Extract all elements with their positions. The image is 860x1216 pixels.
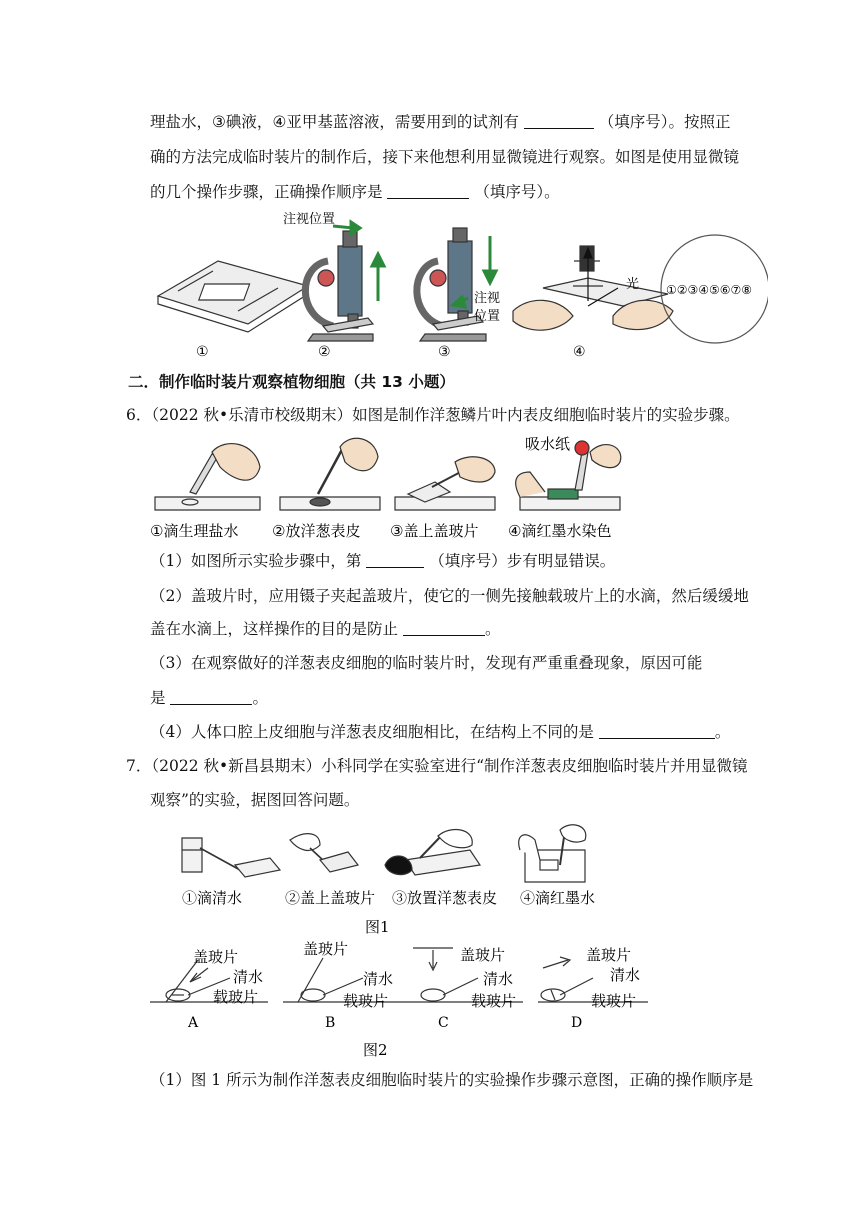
section-title: 二．制作临时装片观察植物细胞（共 13 小题） (128, 373, 455, 391)
q7-figure1 (180, 820, 650, 940)
fig1-caption: 图1 (365, 918, 390, 936)
step-label-3: ③盖上盖玻片 (390, 522, 479, 540)
text: 理盐水， (150, 113, 213, 131)
answer-blank[interactable] (387, 182, 469, 199)
fig2-A-water: 清水 (233, 968, 264, 986)
text: 。 (252, 689, 268, 707)
q6-part2-line1: （2）盖玻片时，应用镊子夹起盖玻片，使它的一侧先接触载玻片上的水滴，然后缓缓地 (150, 587, 749, 605)
fig2-label-D: D (571, 1015, 583, 1031)
circle-number: ③ (212, 113, 226, 131)
fig2-D-slide: 载玻片 (591, 992, 637, 1010)
step-num-4: ④ (573, 344, 586, 360)
text: 。 (484, 620, 501, 638)
text: （4）人体口腔上皮细胞与洋葱表皮细胞相比，在结构上不同的是 (150, 723, 594, 741)
text: 盖在水滴上，这样操作的目的是防止 (150, 620, 399, 638)
answer-blank[interactable] (599, 722, 715, 739)
q7-stem-line1: 7．（2022 秋•新昌县期末）小科同学在实验室进行“制作洋葱表皮细胞临时装片并用显微镜 (126, 757, 748, 775)
fig2-B-water: 清水 (363, 970, 394, 988)
text: （填序号）步有明显错误。 (429, 552, 616, 570)
text: 是 (150, 689, 166, 707)
intro-line-2: 确的方法完成临时装片的制作后，接下来他想利用显微镜进行观察。如图是使用显微镜 (150, 148, 740, 166)
fig2-D-cover: 盖玻片 (586, 946, 632, 964)
fig2-A-slide: 载玻片 (213, 988, 259, 1006)
fig1-step-1: ①滴清水 (182, 889, 243, 907)
step-label-2: ②放洋葱表皮 (272, 522, 361, 540)
text: （填序号）。 (474, 183, 560, 201)
fig2-C-cover: 盖玻片 (460, 946, 506, 964)
circle-number-sequence: ①②③④⑤⑥⑦⑧ (666, 283, 753, 297)
step-num-2: ② (318, 344, 331, 360)
q7-figure2 (148, 940, 648, 1065)
fig2-C-slide: 载玻片 (471, 992, 517, 1010)
fig2-label-B: B (325, 1015, 336, 1031)
q6-part2-line2 (150, 618, 740, 640)
fig2-B-cover: 盖玻片 (303, 940, 349, 958)
fig1-step-4: ④滴红墨水 (520, 889, 596, 907)
text: 的几个操作步骤，正确操作顺序是 (150, 183, 383, 201)
intro-line-3 (150, 181, 740, 203)
step-num-1: ① (196, 344, 209, 360)
text: 。 (714, 723, 731, 741)
answer-blank[interactable] (366, 551, 424, 568)
fig2-D-water: 清水 (610, 966, 641, 984)
q6-part3-line2 (150, 687, 740, 709)
text: （填序号）。按照正 (598, 113, 731, 131)
fig2-B-slide: 载玻片 (343, 992, 389, 1010)
fig2-C-water: 清水 (483, 970, 514, 988)
intro-line-1 (150, 111, 740, 133)
fig2-A-cover: 盖玻片 (193, 948, 239, 966)
answer-blank[interactable] (170, 688, 252, 705)
label-absorbent-paper: 吸水纸 (525, 435, 571, 453)
fig2-caption: 图2 (363, 1041, 388, 1059)
fig1-step-2: ②盖上盖玻片 (285, 889, 376, 907)
label-watch-position: 注视位置 (283, 212, 336, 227)
label-light: 光 (626, 277, 640, 292)
label-position: 位置 (474, 309, 501, 324)
step-label-1: ①滴生理盐水 (150, 522, 239, 540)
q6-part4 (150, 721, 740, 743)
answer-blank[interactable] (403, 619, 485, 636)
fig2-label-C: C (438, 1015, 449, 1031)
q6-part1 (150, 550, 740, 572)
q7-stem-line2: 观察”的实验，据图回答问题。 (150, 791, 360, 809)
answer-blank[interactable] (524, 112, 594, 129)
step-num-3: ③ (438, 344, 451, 360)
fig1-step-3: ③放置洋葱表皮 (392, 889, 498, 907)
text: 亚甲基蓝溶液，需要用到的试剂有 (286, 113, 519, 131)
q7-part1: （1）图 1 所示为制作洋葱表皮细胞临时装片的实验操作步骤示意图，正确的操作顺序是 (150, 1071, 754, 1089)
text: 碘液， (225, 113, 273, 131)
circle-number: ④ (272, 113, 287, 131)
q6-part3-line1: （3）在观察做好的洋葱表皮细胞的临时装片时，发现有严重重叠现象，原因可能 (150, 654, 703, 672)
q6-steps-figure (150, 432, 740, 544)
q6-stem: 6．（2022 秋•乐清市校级期末）如图是制作洋葱鳞片叶内表皮细胞临时装片的实验步骤。 (126, 406, 740, 424)
text: （1）如图所示实验步骤中，第 (150, 552, 362, 570)
step-label-4: ④滴红墨水染色 (508, 522, 612, 540)
microscope-steps-figure (148, 206, 768, 361)
label-watch: 注视 (474, 291, 501, 306)
fig2-label-A: A (188, 1015, 199, 1031)
